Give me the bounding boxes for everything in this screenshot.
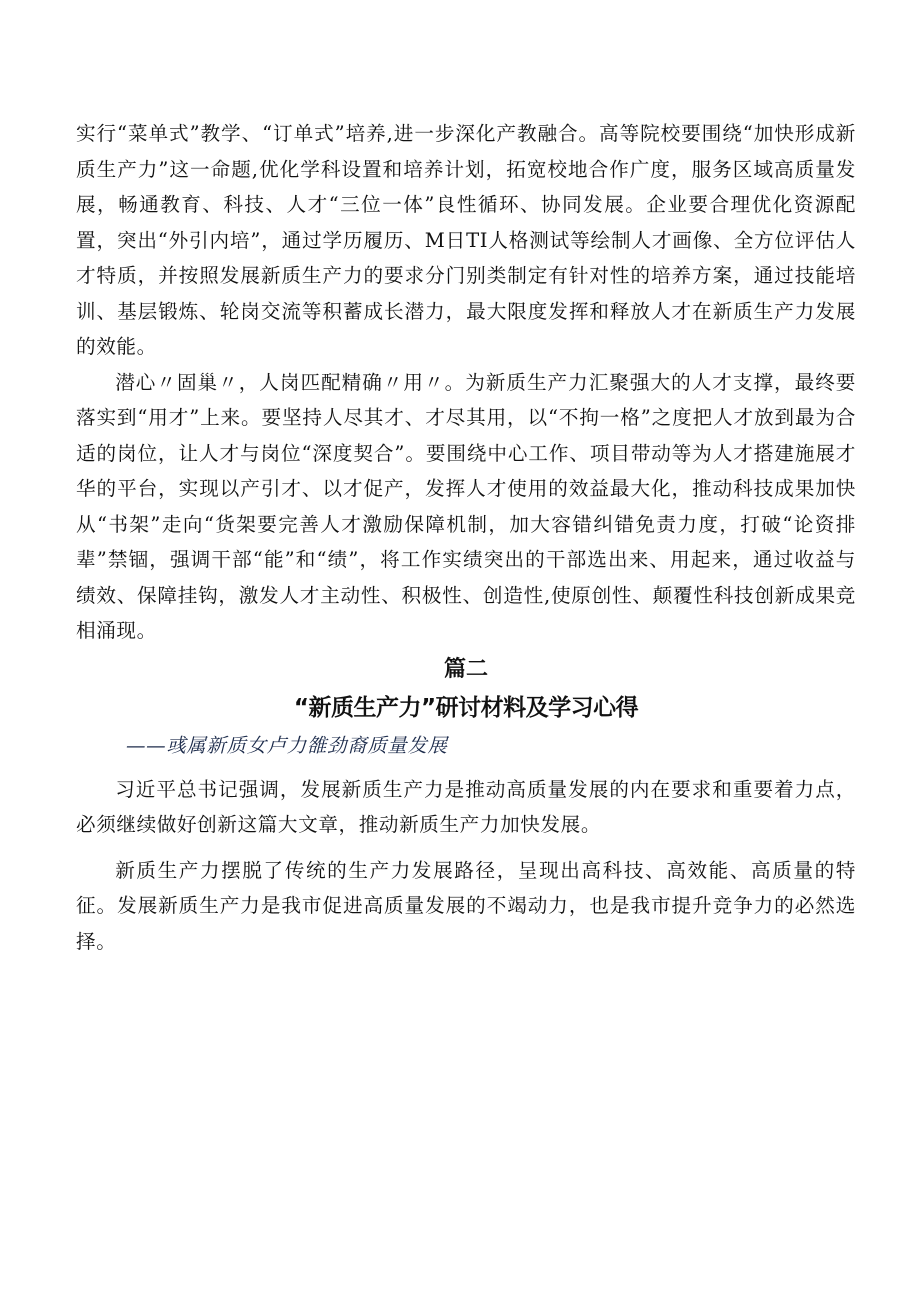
- body-paragraph: 新质生产力摆脱了传统的生产力发展路径，呈现出高科技、高效能、高质量的特征。发展新质生产力是我市促进高质量发展的不竭动力，也是我市提升竞争力的必然选择。: [76, 858, 856, 953]
- section-heading: 篇二: [443, 656, 488, 682]
- document-page: [76, 116, 856, 959]
- body-paragraph: 潜心〃固巢〃，人岗匹配精确〃用〃。为新质生产力汇聚强大的人才支撑，最终要落实到“用才”上来。要坚持人尽其才、才尽其用，以“不拘一格”之度把人才放到最为合适的岗位，让人才与岗位“深度契合”。要围绕中心工作、项目带动等为人才搭建施展才华的平台，实现以产引才、以才促产，发挥人才使用的效益最大化，推动科技成果加快从“书架”走向“货架要完善人才激励保障机制，加大容错纠错免责力度，打破“论资排辈”禁锢，强调干部“能”和“绩”，将工作实绩突出的干部选出来、用起来，通过收益与绩效、保障挂钩，激发人才主动性、积极性、创造性,使原创性、颠覆性科技创新成果竞相涌现。: [76, 370, 856, 642]
- body-paragraph: 习近平总书记强调，发展新质生产力是推动高质量发展的内在要求和重要着力点，必须继续做好创新这篇大文章，推动新质生产力加快发展。: [76, 777, 856, 836]
- document-title: “新质生产力”研讨材料及学习心得: [293, 694, 639, 721]
- body-paragraph: 实行“菜单式”教学、“订单式”培养,进一步深化产教融合。高等院校要围绕“加快形成新质生产力”这一命题,优化学科设置和培养计划，拓宽校地合作广度，服务区域高质量发展，畅通教育、科技、人才“三位一体”良性循环、协同发展。企业要合理优化资源配置，突出“外引内培”，通过学历履历、M日TI人格测试等绘制人才画像、全方位评估人才特质，并按照发展新质生产力的要求分门别类制定有针对性的培养方案，通过技能培训、基层锻炼、轮岗交流等积蓄成长潜力，最大限度发挥和释放人才在新质生产力发展的效能。: [76, 122, 856, 358]
- document-subtitle: ——彧属新质女卢力雒劲裔质量发展: [126, 733, 448, 757]
